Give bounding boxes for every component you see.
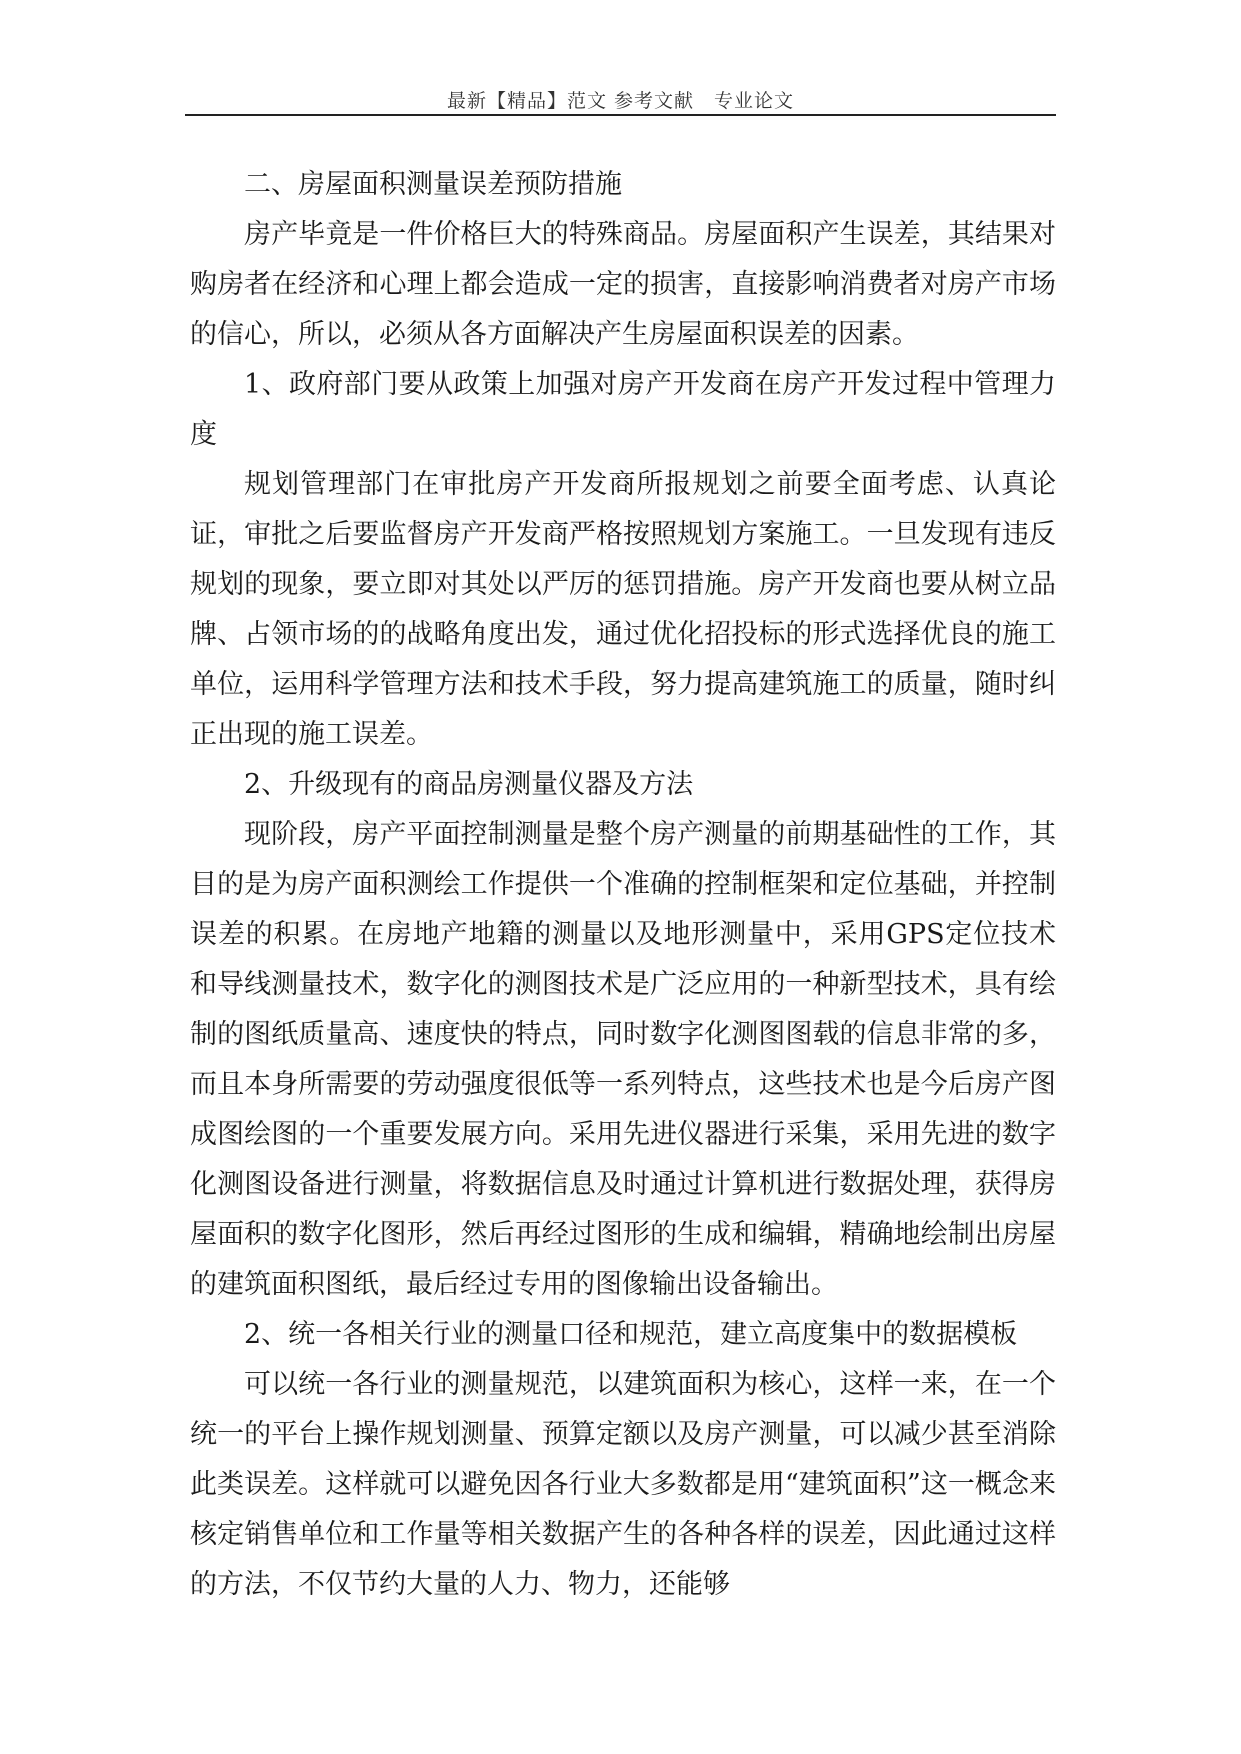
header-divider <box>185 114 1056 116</box>
paragraph: 规划管理部门在审批房产开发商所报规划之前要全面考虑、认真论证，审批之后要监督房产开发商严格按照规划方案施工。一旦发现有违反规划的现象，要立即对其处以严厉的惩罚措施。房产开发商也要从树立品牌、占领市场的的战略角度出发，通过优化招投标的形式选择优良的施工单位，运用科学管理方法和技术手段，努力提高建筑施工的质量，随时纠正出现的施工误差。 <box>190 469 1056 750</box>
section-heading: 二、房屋面积测量误差预防措施 <box>244 169 622 200</box>
document-body <box>190 160 1056 1610</box>
paragraph: 现阶段，房产平面控制测量是整个房产测量的前期基础性的工作，其目的是为房产面积测绘工作提供一个准确的控制框架和定位基础，并控制误差的积累。在房地产地籍的测量以及地形测量中，采用GPS定位技术和导线测量技术，数字化的测图技术是广泛应用的一种新型技术，具有绘制的图纸质量高、速度快的特点，同时数字化测图图载的信息非常的多，而且本身所需要的劳动强度很低等一系列特点，这些技术也是今后房产图成图绘图的一个重要发展方向。采用先进仪器进行采集，采用先进的数字化测图设备进行测量，将数据信息及时通过计算机进行数据处理，获得房屋面积的数字化图形，然后再经过图形的生成和编辑，精确地绘制出房屋的建筑面积图纸，最后经过专用的图像输出设备输出。 <box>190 819 1056 1300</box>
subsection-heading: 2、统一各相关行业的测量口径和规范，建立高度集中的数据模板 <box>244 1319 1018 1350</box>
page-header: 最新【精品】范文 参考文献 专业论文 <box>446 90 795 112</box>
paragraph: 房产毕竟是一件价格巨大的特殊商品。房屋面积产生误差，其结果对购房者在经济和心理上都会造成一定的损害，直接影响消费者对房产市场的信心，所以，必须从各方面解决产生房屋面积误差的因素。 <box>190 219 1056 350</box>
subsection-heading: 1、政府部门要从政策上加强对房产开发商在房产开发过程中管理力度 <box>190 369 1056 450</box>
subsection-heading: 2、升级现有的商品房测量仪器及方法 <box>244 769 694 800</box>
paragraph: 可以统一各行业的测量规范，以建筑面积为核心，这样一来，在一个统一的平台上操作规划测量、预算定额以及房产测量，可以减少甚至消除此类误差。这样就可以避免因各行业大多数都是用“建筑面积”这一概念来核定销售单位和工作量等相关数据产生的各种各样的误差，因此通过这样的方法，不仅节约大量的人力、物力，还能够 <box>190 1369 1056 1600</box>
